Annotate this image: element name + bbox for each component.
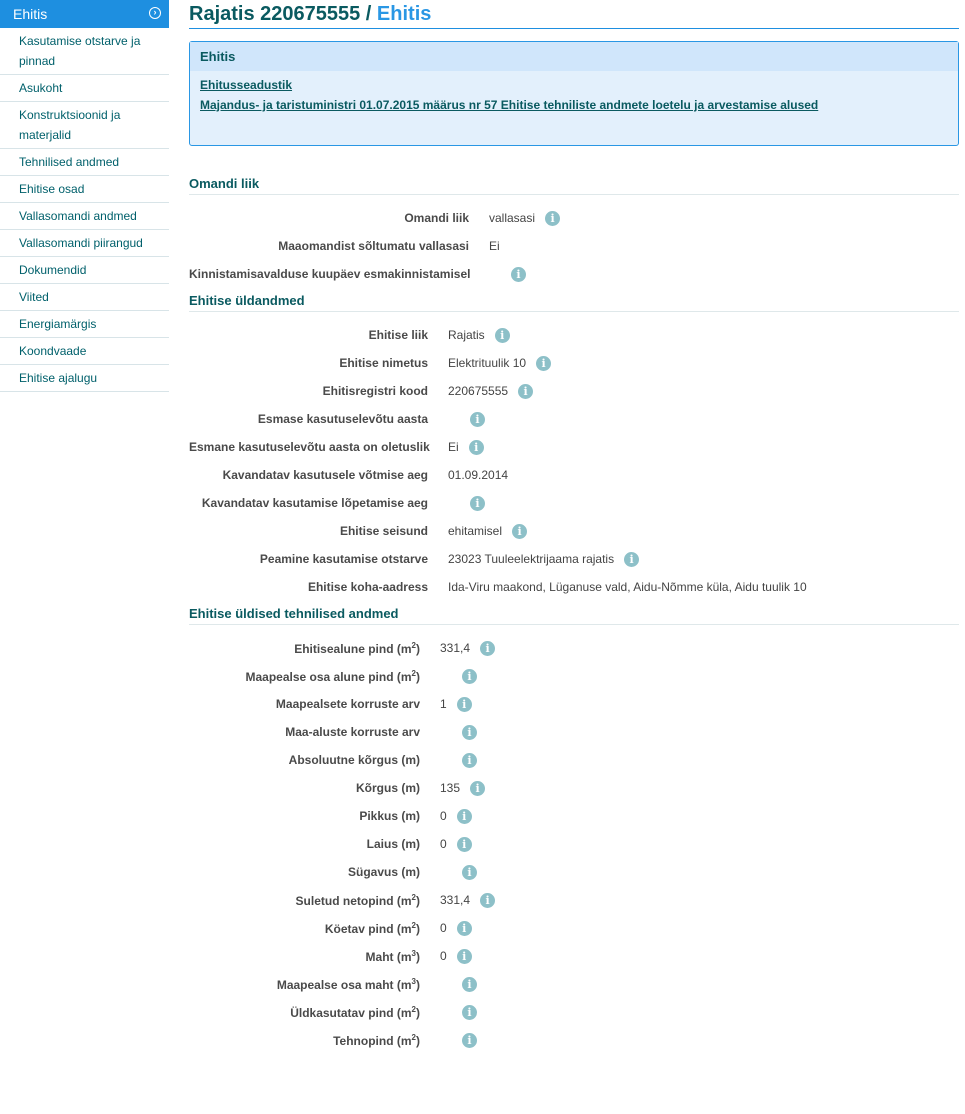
field-value bbox=[440, 949, 472, 964]
field-value bbox=[489, 267, 526, 282]
field-label bbox=[189, 1005, 420, 1020]
unit-exponent: 2 bbox=[411, 1005, 416, 1014]
field-label bbox=[189, 809, 420, 823]
field-value-text: Ei bbox=[448, 440, 459, 454]
field-label bbox=[189, 468, 428, 482]
field-label bbox=[189, 580, 428, 594]
closing-paren: ) bbox=[416, 1034, 420, 1048]
field-value-text: Ida-Viru maakond, Lüganuse vald, Aidu-Nõmme küla, Aidu tuulik 10 bbox=[448, 580, 807, 594]
sidebar-item[interactable]: Asukoht bbox=[0, 75, 169, 102]
info-icon[interactable]: i bbox=[536, 356, 551, 371]
field-value-text: 0 bbox=[440, 837, 447, 851]
info-icon[interactable]: i bbox=[462, 725, 477, 740]
field-row bbox=[189, 663, 959, 691]
info-icon[interactable]: i bbox=[511, 267, 526, 282]
field-label-text: Suletud netopind (m bbox=[295, 894, 412, 908]
unit-exponent: 2 bbox=[411, 893, 416, 902]
field-label bbox=[189, 412, 428, 426]
sidebar-item[interactable]: Vallasomandi andmed bbox=[0, 203, 169, 230]
field-value bbox=[440, 697, 472, 712]
field-label bbox=[189, 1033, 420, 1048]
field-label-text: Köetav pind (m bbox=[324, 922, 412, 936]
field-label bbox=[189, 440, 428, 454]
field-label bbox=[189, 697, 420, 711]
unit-exponent: 2 bbox=[411, 669, 416, 678]
closing-paren: ) bbox=[416, 950, 420, 964]
field-label-text: Esmase kasutuselevõtu aasta bbox=[257, 412, 428, 426]
field-label bbox=[189, 356, 428, 370]
title-separator: / bbox=[360, 3, 377, 25]
field-value-text: 23023 Tuuleelektrijaama rajatis bbox=[448, 552, 615, 566]
field-value-text: 01.09.2014 bbox=[448, 468, 509, 482]
field-label bbox=[189, 977, 420, 992]
field-label-text: Maht (m bbox=[365, 950, 412, 964]
field-value bbox=[448, 412, 485, 427]
field-value-text: 220675555 bbox=[448, 384, 509, 398]
field-label bbox=[189, 384, 428, 398]
unit-exponent: 2 bbox=[411, 921, 416, 930]
field-label-text: Ehitisregistri kood bbox=[322, 384, 428, 398]
closing-paren: ) bbox=[416, 1006, 420, 1020]
field-value bbox=[448, 552, 639, 567]
field-label-text: Maaomandist sõltumatu vallasasi bbox=[278, 239, 469, 253]
field-row bbox=[189, 915, 959, 943]
field-label bbox=[189, 267, 469, 281]
sidebar-item[interactable]: Ehitise ajalugu bbox=[0, 365, 169, 392]
field-value-text: Ei bbox=[489, 239, 500, 253]
field-label-text: Kavandatav kasutusele võtmise aeg bbox=[222, 468, 428, 482]
field-label bbox=[189, 781, 420, 795]
field-label-text: Üldkasutatav pind (m bbox=[290, 1006, 412, 1020]
field-row bbox=[189, 378, 959, 406]
info-icon[interactable]: i bbox=[457, 949, 472, 964]
field-label-text: Peamine kasutamise otstarve bbox=[259, 552, 428, 566]
sidebar-item[interactable]: Konstruktsioonid ja materjalid bbox=[0, 102, 169, 149]
info-panel bbox=[189, 41, 959, 146]
sidebar-item[interactable]: Dokumendid bbox=[0, 257, 169, 284]
general-fields bbox=[189, 322, 959, 602]
field-label-text: Kõrgus (m) bbox=[356, 781, 420, 795]
field-row bbox=[189, 691, 959, 719]
section-title-ownership: Omandi liik bbox=[189, 176, 959, 195]
info-icon[interactable]: i bbox=[462, 669, 477, 684]
closing-paren: ) bbox=[416, 642, 420, 656]
page-title-main: Rajatis 220675555 bbox=[189, 3, 361, 25]
field-value-text: 1 bbox=[440, 697, 447, 711]
technical-fields bbox=[189, 635, 959, 1055]
field-label-text: Ehitise nimetus bbox=[339, 356, 428, 370]
field-value bbox=[440, 837, 472, 852]
unit-exponent: 2 bbox=[411, 1033, 416, 1042]
closing-paren: ) bbox=[416, 922, 420, 936]
sidebar-item[interactable]: Energiamärgis bbox=[0, 311, 169, 338]
info-icon[interactable]: i bbox=[512, 524, 527, 539]
field-row bbox=[189, 971, 959, 999]
field-row bbox=[189, 859, 959, 887]
field-row bbox=[189, 406, 959, 434]
info-icon[interactable]: i bbox=[545, 211, 560, 226]
field-value-text: 331,4 bbox=[440, 893, 471, 907]
field-label bbox=[189, 328, 428, 342]
field-value-text: 0 bbox=[440, 809, 447, 823]
field-value bbox=[448, 356, 551, 371]
field-row bbox=[189, 999, 959, 1027]
field-value-text: 331,4 bbox=[440, 641, 471, 655]
field-row bbox=[189, 434, 959, 462]
info-icon[interactable]: i bbox=[624, 552, 639, 567]
field-value bbox=[440, 725, 477, 740]
field-label bbox=[189, 893, 420, 908]
field-row bbox=[189, 719, 959, 747]
sidebar-item[interactable]: Ehitise osad bbox=[0, 176, 169, 203]
field-row bbox=[189, 803, 959, 831]
field-label bbox=[189, 211, 469, 225]
field-value bbox=[440, 809, 472, 824]
info-icon[interactable]: i bbox=[462, 1033, 477, 1048]
info-icon[interactable]: i bbox=[480, 893, 495, 908]
field-value-text: vallasasi bbox=[489, 211, 536, 225]
field-value bbox=[448, 328, 510, 343]
sidebar-header-label: Ehitis bbox=[13, 6, 48, 22]
sidebar-item[interactable]: Tehnilised andmed bbox=[0, 149, 169, 176]
field-value bbox=[448, 440, 484, 455]
field-value bbox=[440, 921, 472, 936]
field-label-text: Omandi liik bbox=[404, 211, 469, 225]
info-icon[interactable]: i bbox=[457, 809, 472, 824]
field-label bbox=[189, 496, 428, 510]
field-label bbox=[189, 949, 420, 964]
field-row bbox=[189, 518, 959, 546]
field-value-text: 135 bbox=[440, 781, 461, 795]
field-label bbox=[189, 865, 420, 879]
closing-paren: ) bbox=[416, 978, 420, 992]
info-icon[interactable]: i bbox=[480, 641, 495, 656]
sidebar-item[interactable]: Viited bbox=[0, 284, 169, 311]
field-row bbox=[189, 831, 959, 859]
sidebar-menu bbox=[0, 28, 169, 392]
ownership-fields bbox=[189, 205, 959, 289]
field-value bbox=[448, 384, 533, 399]
field-row bbox=[189, 490, 959, 518]
info-icon[interactable]: i bbox=[495, 328, 510, 343]
field-row bbox=[189, 1027, 959, 1055]
field-value-text: ehitamisel bbox=[448, 524, 503, 538]
field-label bbox=[189, 921, 420, 936]
field-label-text: Maapealse osa alune pind (m bbox=[245, 670, 412, 684]
field-value-text: Elektrituulik 10 bbox=[448, 356, 527, 370]
field-value bbox=[440, 781, 485, 796]
field-label-text: Kavandatav kasutamise lõpetamise aeg bbox=[201, 496, 428, 510]
field-value bbox=[489, 239, 500, 253]
info-panel-title: Ehitis bbox=[190, 42, 958, 71]
sidebar-item[interactable]: Kasutamise otstarve ja pinnad bbox=[0, 28, 169, 75]
info-icon[interactable]: i bbox=[469, 440, 484, 455]
info-icon[interactable]: i bbox=[462, 1005, 477, 1020]
info-icon[interactable]: i bbox=[470, 781, 485, 796]
info-icon[interactable]: i bbox=[470, 412, 485, 427]
field-label bbox=[189, 669, 420, 684]
info-icon[interactable]: i bbox=[457, 697, 472, 712]
field-label-text: Ehitisealune pind (m bbox=[294, 642, 412, 656]
unit-exponent: 3 bbox=[411, 949, 416, 958]
field-row bbox=[189, 322, 959, 350]
info-icon[interactable]: i bbox=[457, 921, 472, 936]
info-icon[interactable]: i bbox=[462, 865, 477, 880]
field-label-text: Kinnistamisavalduse kuupäev esmakinnistamisel bbox=[189, 267, 471, 281]
field-label bbox=[189, 725, 420, 739]
field-label-text: Ehitise seisund bbox=[339, 524, 428, 538]
field-value bbox=[448, 468, 508, 482]
field-label-text: Sügavus (m) bbox=[347, 865, 420, 879]
closing-paren: ) bbox=[416, 670, 420, 684]
unit-exponent: 3 bbox=[411, 977, 416, 986]
link-regulation-57[interactable]: Majandus- ja taristuministri 01.07.2015 määrus nr 57 Ehitise tehniliste andmete loetelu ja arvestamise alused bbox=[200, 98, 819, 112]
field-label bbox=[189, 552, 428, 566]
page-title-sub: Ehitis bbox=[376, 3, 432, 25]
sidebar-header[interactable] bbox=[0, 0, 169, 28]
field-row bbox=[189, 943, 959, 971]
field-value bbox=[440, 753, 477, 768]
field-value bbox=[440, 1033, 477, 1048]
field-row bbox=[189, 350, 959, 378]
info-icon[interactable]: i bbox=[457, 837, 472, 852]
main-content bbox=[189, 0, 959, 1055]
field-row bbox=[189, 747, 959, 775]
field-label bbox=[189, 524, 428, 538]
field-row bbox=[189, 546, 959, 574]
sidebar bbox=[0, 0, 169, 392]
field-label-text: Ehitise liik bbox=[368, 328, 428, 342]
link-ehitusseadustik[interactable]: Ehitusseadustik bbox=[200, 78, 293, 92]
field-label-text: Maapealse osa maht (m bbox=[276, 978, 412, 992]
sidebar-item[interactable]: Koondvaade bbox=[0, 338, 169, 365]
field-value bbox=[440, 977, 477, 992]
field-label bbox=[189, 837, 420, 851]
field-row bbox=[189, 233, 959, 261]
info-icon[interactable]: i bbox=[470, 496, 485, 511]
field-value bbox=[440, 1005, 477, 1020]
field-label-text: Pikkus (m) bbox=[359, 809, 420, 823]
field-value-text: 0 bbox=[440, 921, 447, 935]
field-value-text: 0 bbox=[440, 949, 447, 963]
field-row bbox=[189, 462, 959, 490]
section-title-technical: Ehitise üldised tehnilised andmed bbox=[189, 606, 959, 625]
sidebar-item[interactable]: Vallasomandi piirangud bbox=[0, 230, 169, 257]
field-value bbox=[440, 865, 477, 880]
field-label-text: Esmane kasutuselevõtu aasta on oletuslik bbox=[189, 440, 430, 454]
field-row bbox=[189, 635, 959, 663]
page-title bbox=[189, 0, 959, 29]
field-label-text: Maapealsete korruste arv bbox=[275, 697, 420, 711]
field-label bbox=[189, 753, 420, 767]
field-label-text: Maa-aluste korruste arv bbox=[285, 725, 420, 739]
field-label-text: Laius (m) bbox=[366, 837, 420, 851]
field-value bbox=[440, 669, 477, 684]
field-label-text: Ehitise koha-aadress bbox=[307, 580, 428, 594]
field-label bbox=[189, 239, 469, 253]
info-icon[interactable]: i bbox=[518, 384, 533, 399]
field-row bbox=[189, 261, 959, 289]
chevron-right-circle-icon[interactable]: › bbox=[149, 7, 161, 19]
field-row bbox=[189, 887, 959, 915]
field-label bbox=[189, 641, 420, 656]
field-value bbox=[448, 580, 807, 594]
field-label-text: Tehnopind (m bbox=[333, 1034, 412, 1048]
field-row bbox=[189, 574, 959, 602]
info-icon[interactable]: i bbox=[462, 977, 477, 992]
field-label-text: Absoluutne kõrgus (m) bbox=[288, 753, 420, 767]
field-value bbox=[448, 524, 527, 539]
unit-exponent: 2 bbox=[411, 641, 416, 650]
section-title-general: Ehitise üldandmed bbox=[189, 293, 959, 312]
field-value bbox=[489, 211, 560, 226]
field-row bbox=[189, 775, 959, 803]
field-row bbox=[189, 205, 959, 233]
field-value bbox=[440, 641, 495, 656]
closing-paren: ) bbox=[416, 894, 420, 908]
field-value bbox=[448, 496, 485, 511]
field-value bbox=[440, 893, 495, 908]
info-icon[interactable]: i bbox=[462, 753, 477, 768]
field-value-text: Rajatis bbox=[448, 328, 485, 342]
